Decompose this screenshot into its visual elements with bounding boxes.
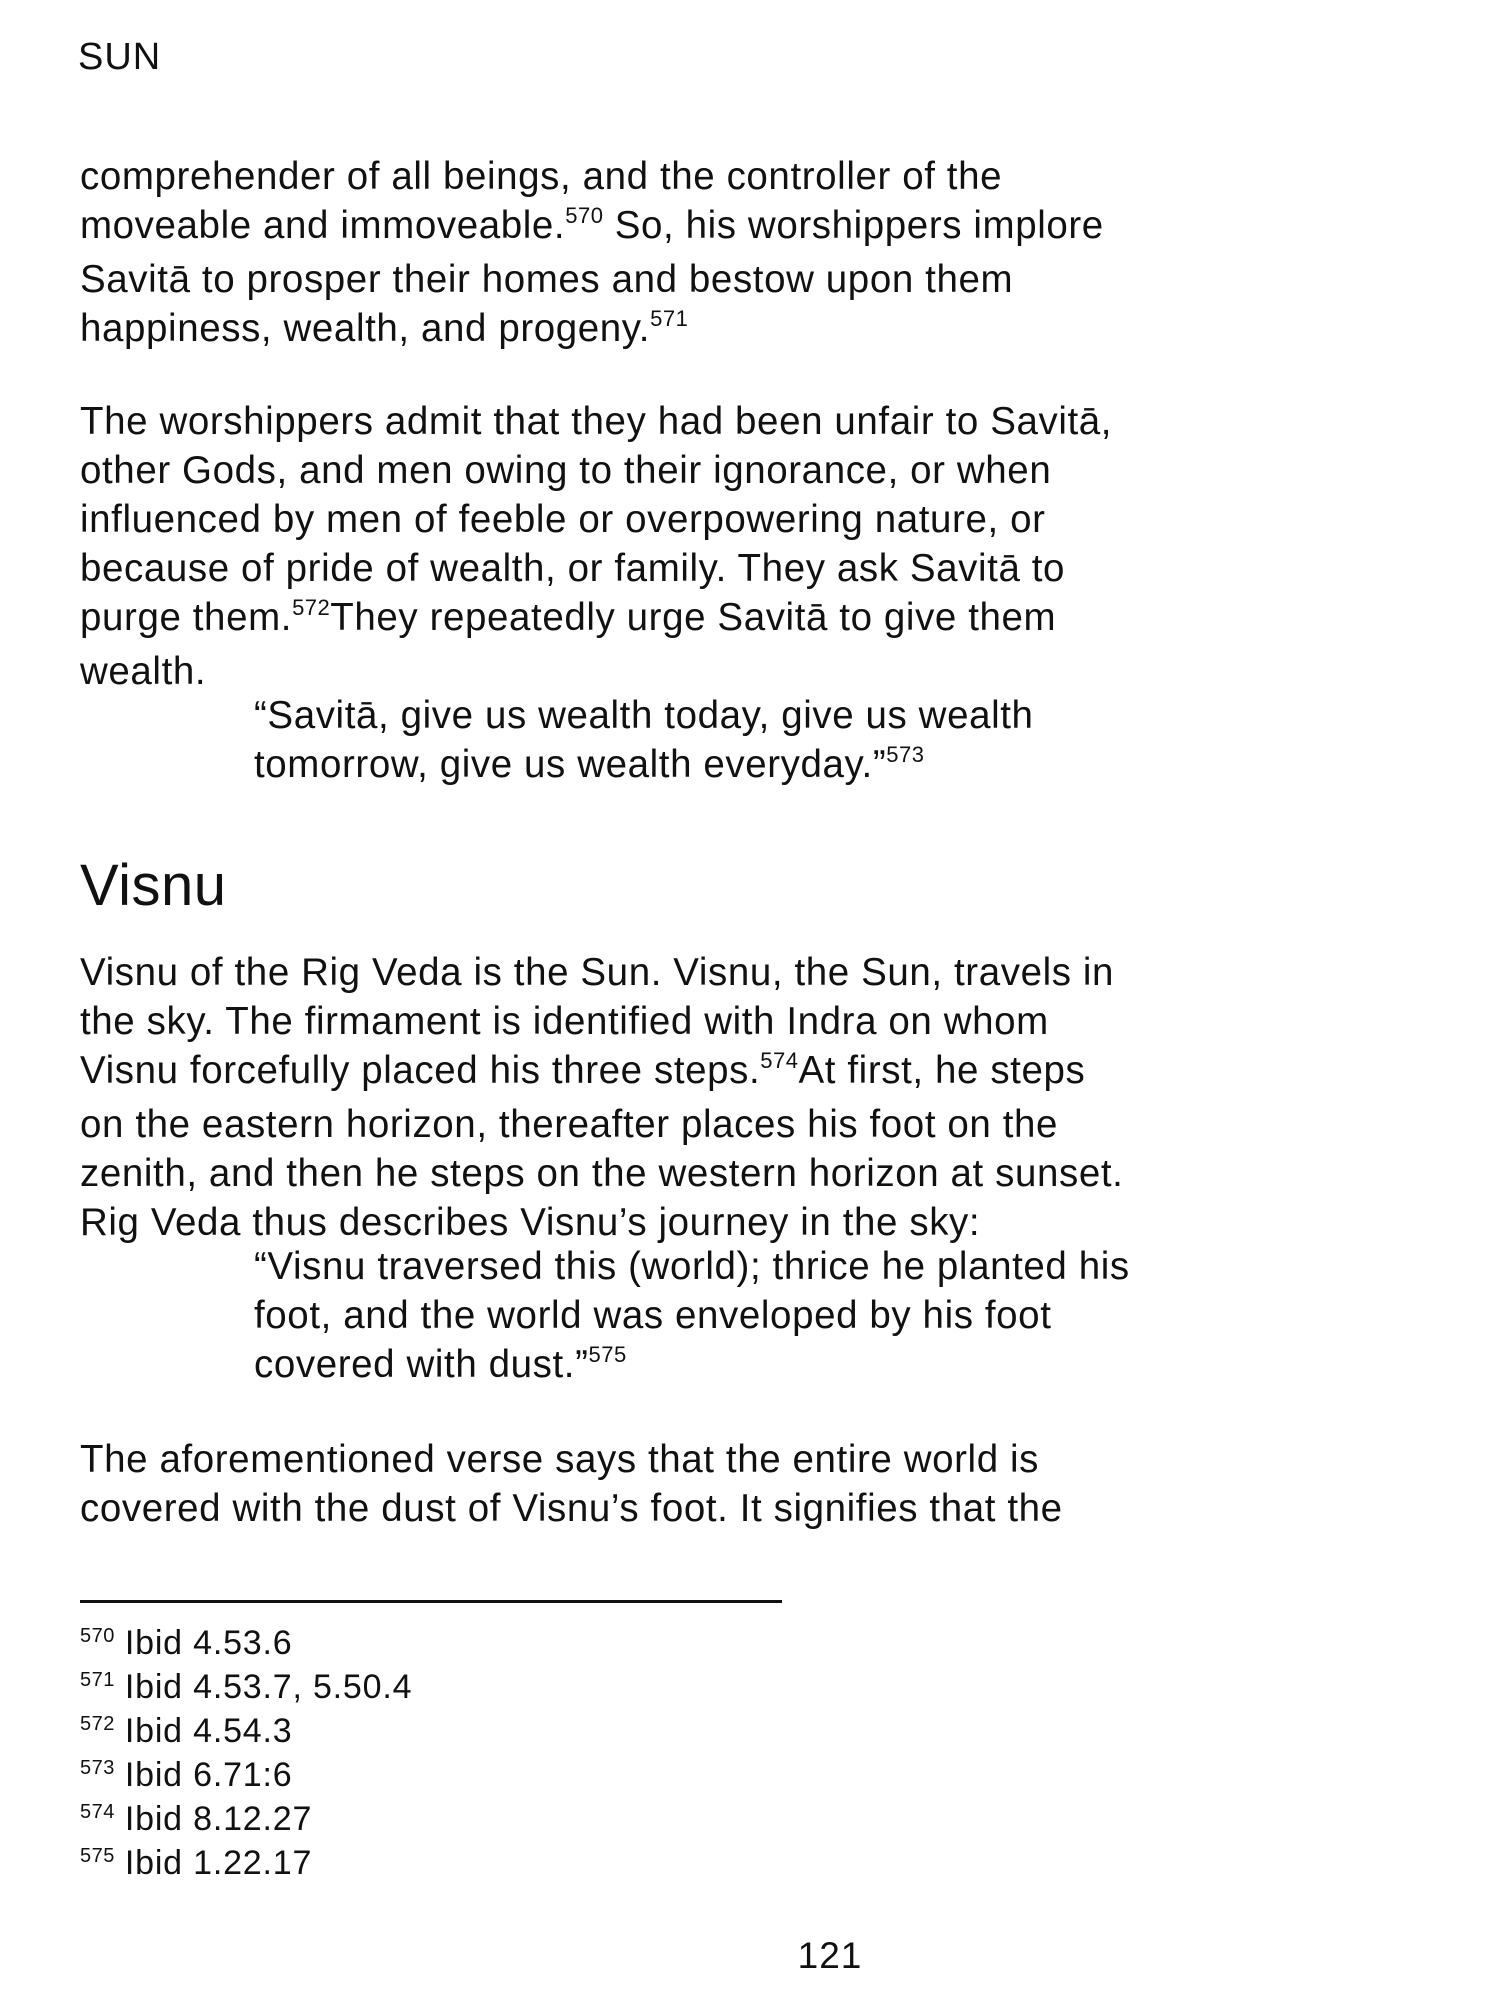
page-number: 121 <box>797 1935 863 1976</box>
text-line: foot, and the world was enveloped by his foot <box>254 1294 1052 1337</box>
text-line: on the eastern horizon, thereafter places his foot on the <box>80 1103 1059 1146</box>
footnote-divider <box>80 1600 782 1603</box>
running-head: SUN <box>78 36 162 78</box>
footnote: $^{571}$ Ibid 4.53.7, 5.50.4 <box>80 1668 413 1706</box>
text-line: purge them.$^{572}$They repeatedly urge Savitā to give them <box>80 595 1057 639</box>
text-line: “Savitā, give us wealth today, give us wealth <box>254 694 1034 737</box>
text-line: Visnu forcefully placed his three steps.$^{574}$At first, he steps <box>80 1048 1086 1092</box>
footnote-ref: 573 <box>886 742 925 767</box>
section-heading: Visnu <box>80 853 227 918</box>
text-line: Savitā to prosper their homes and bestow upon them <box>80 258 1014 301</box>
text-line: The worshippers admit that they had been unfair to Savitā, <box>80 400 1113 443</box>
footnote: $^{570}$ Ibid 4.53.6 <box>80 1624 293 1662</box>
text-line: Visnu of the Rig Veda is the Sun. Visnu, the Sun, travels in <box>80 951 1115 994</box>
paragraph-3 <box>80 948 1475 1247</box>
text-line: moveable and immoveable.$^{570}$ So, his worshippers implore <box>80 203 1104 247</box>
footnotes-list <box>80 1624 412 1888</box>
text-line: “Visnu traversed this (world); thrice he planted his <box>254 1245 1130 1288</box>
footnote-number: 571 <box>80 1669 115 1691</box>
footnote-ref: 574 <box>760 1048 799 1073</box>
paragraph-4 <box>80 1435 1475 1533</box>
text-line: tomorrow, give us wealth everyday.”$^{573}$ <box>254 742 925 786</box>
text-line: The aforementioned verse says that the entire world is <box>80 1438 1040 1481</box>
text-line: influenced by men of feeble or overpowering nature, or <box>80 498 1046 541</box>
text-line: zenith, and then he steps on the western horizon at sunset. <box>80 1152 1124 1195</box>
paragraph-2 <box>80 397 1475 696</box>
footnote: $^{573}$ Ibid 6.71:6 <box>80 1756 293 1794</box>
text-line: the sky. The firmament is identified with Indra on whom <box>80 1000 1049 1043</box>
footnote-ref: 572 <box>292 595 331 620</box>
footnote-ref: 571 <box>650 306 689 331</box>
footnote-number: 573 <box>80 1757 115 1779</box>
footnote: $^{574}$ Ibid 8.12.27 <box>80 1800 313 1838</box>
footnote-number: 574 <box>80 1801 115 1823</box>
text-line: covered with dust.”$^{575}$ <box>254 1342 627 1386</box>
footnote: $^{572}$ Ibid 4.54.3 <box>80 1712 293 1750</box>
text-line: happiness, wealth, and progeny.$^{571}$ <box>80 306 689 350</box>
text-line: other Gods, and men owing to their ignorance, or when <box>80 449 1052 492</box>
block-quote-1 <box>254 691 1034 794</box>
text-line: covered with the dust of Visnu’s foot. It signifies that the <box>80 1487 1063 1530</box>
footnote-ref: 575 <box>588 1342 627 1367</box>
text-line: comprehender of all beings, and the controller of the <box>80 155 1003 198</box>
text-line: because of pride of wealth, or family. They ask Savitā to <box>80 547 1066 590</box>
footnote-ref: 570 <box>565 203 604 228</box>
text-line: wealth. <box>80 650 207 693</box>
footnote: $^{575}$ Ibid 1.22.17 <box>80 1844 313 1882</box>
footnote-number: 570 <box>80 1625 115 1647</box>
footnote-number: 575 <box>80 1845 115 1867</box>
block-quote-2 <box>254 1242 1130 1394</box>
text-line: Rig Veda thus describes Visnu’s journey in the sky: <box>80 1201 981 1244</box>
paragraph-1 <box>80 152 1475 358</box>
footnote-number: 572 <box>80 1713 115 1735</box>
